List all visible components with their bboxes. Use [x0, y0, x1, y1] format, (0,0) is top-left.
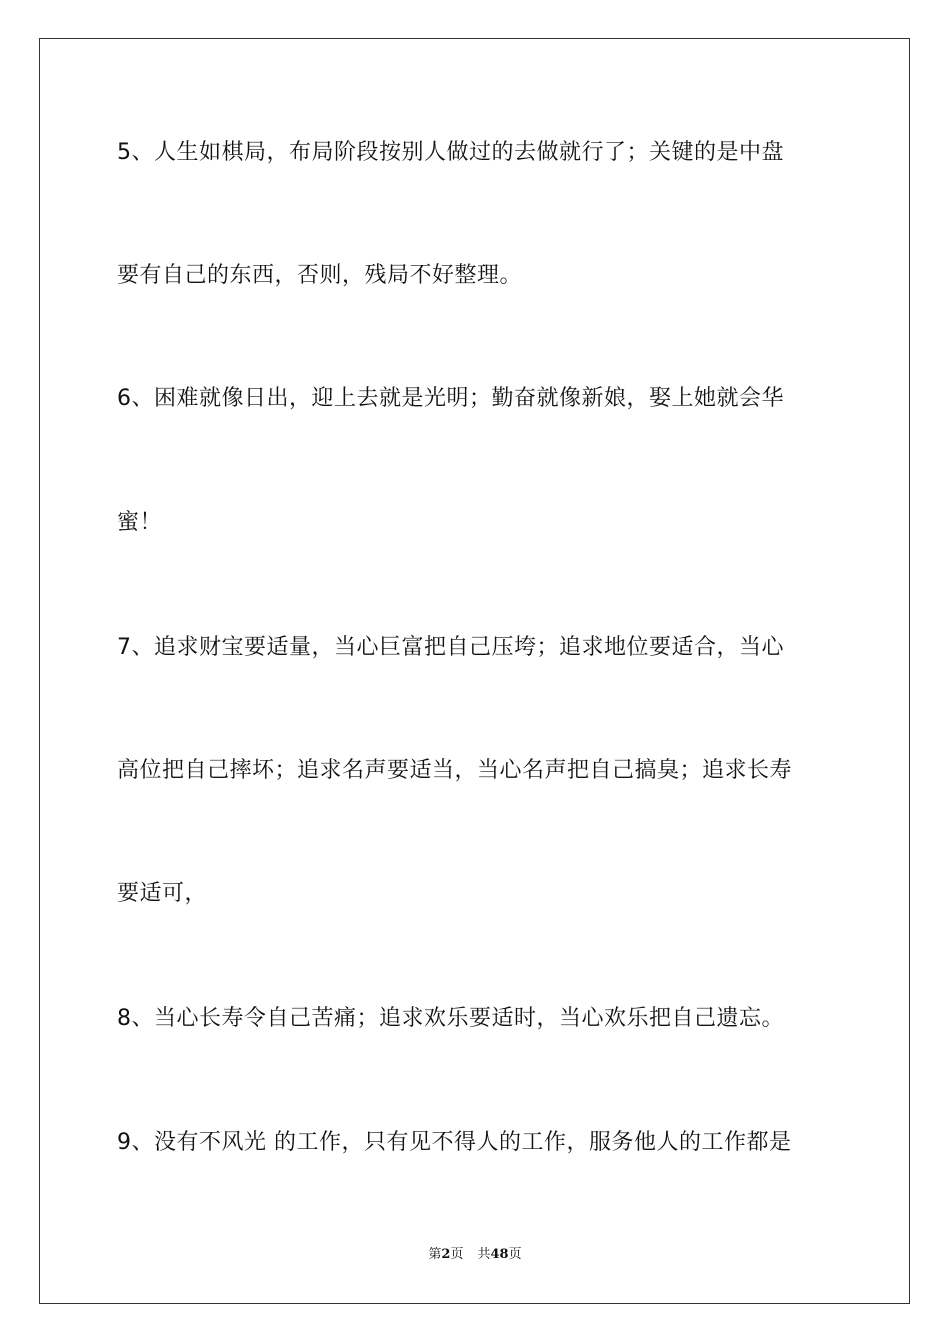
footer-total-suffix: 页: [508, 1247, 522, 1262]
footer-page-prefix: 第: [428, 1247, 442, 1262]
page-footer: [0, 1246, 950, 1264]
footer-page-number: 2: [441, 1247, 451, 1262]
text-line-5: 7、追求财宝要适量，当心巨富把自己压垮；追求地位要适合，当心: [117, 635, 784, 660]
text-line-1: 5、人生如棋局，布局阶段按别人做过的去做就行了；关键的是中盘: [117, 140, 784, 165]
text-line-9: 9、没有不风光 的工作，只有见不得人的工作，服务他人的工作都是: [117, 1130, 792, 1155]
text-line-7: 要适可，: [117, 881, 208, 906]
footer-page-suffix: 页: [450, 1247, 464, 1262]
footer-total-prefix: 共: [477, 1247, 491, 1262]
text-line-2: 要有自己的东西，否则，残局不好整理。: [117, 263, 523, 288]
page-frame: [39, 38, 910, 1304]
footer-total-pages: 48: [490, 1247, 509, 1262]
text-line-3: 6、困难就像日出，迎上去就是光明；勤奋就像新娘，娶上她就会华: [117, 386, 784, 411]
text-line-8: 8、当心长寿令自己苦痛；追求欢乐要适时，当心欢乐把自己遗忘。: [117, 1006, 784, 1031]
text-line-6: 高位把自己摔坏；追求名声要适当，当心名声把自己搞臭；追求长寿: [117, 758, 793, 783]
text-line-4: 蜜！: [117, 510, 163, 535]
